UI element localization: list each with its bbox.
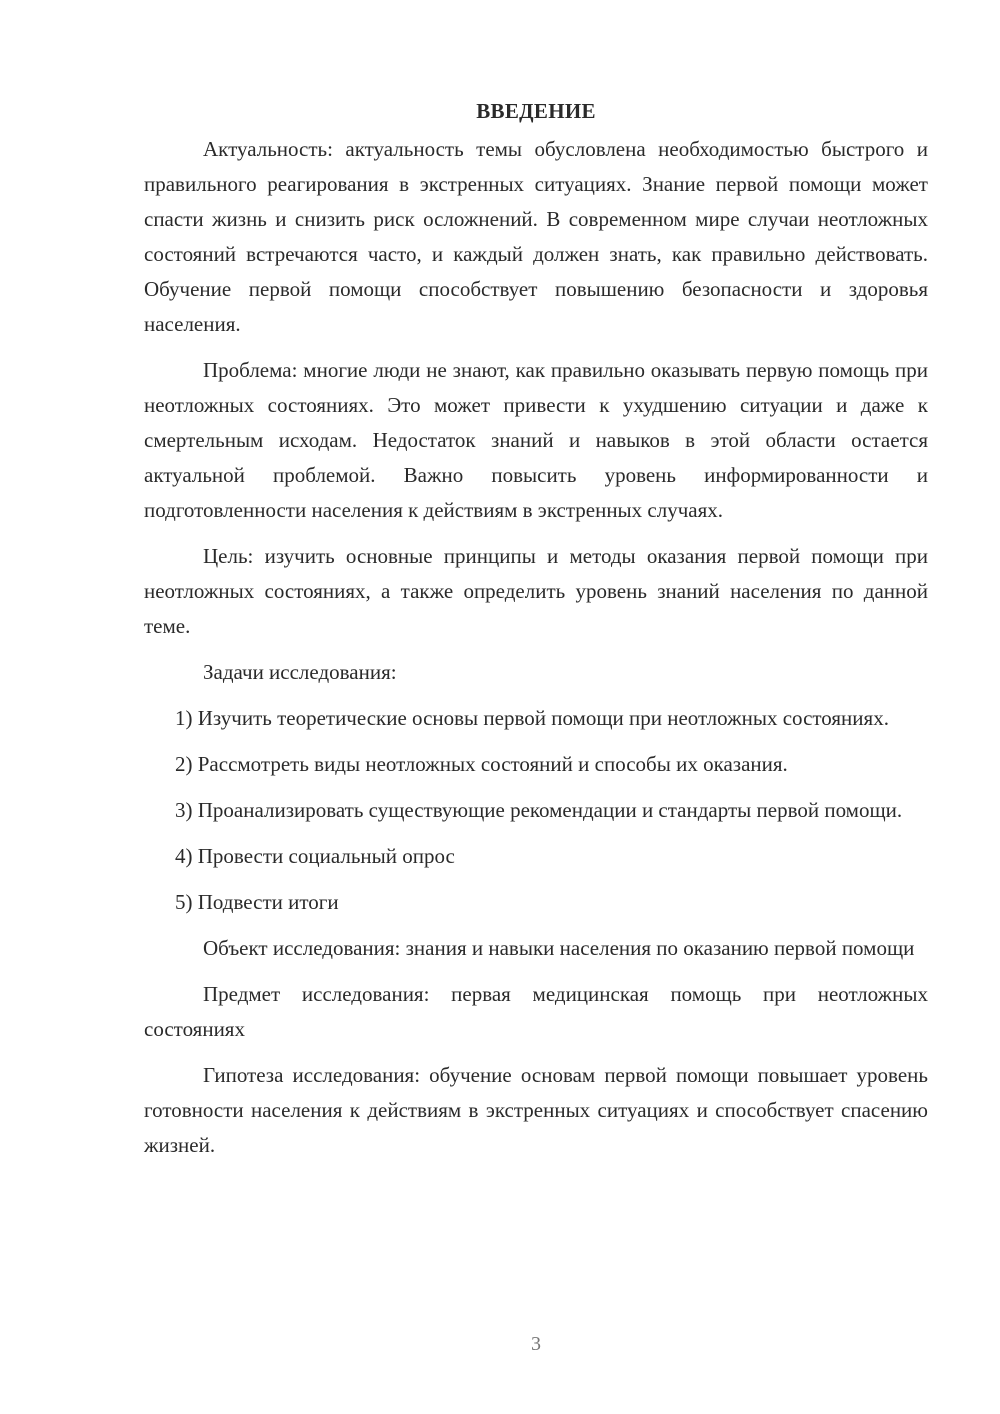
paragraph-subject: Предмет исследования: первая медицинская помощь при неотложных состояниях <box>144 982 928 1041</box>
task-item-2: 2) Рассмотреть виды неотложных состояний и способы их оказания. <box>175 752 788 776</box>
page-number: 3 <box>531 1333 541 1355</box>
section-title: ВВЕДЕНИЕ <box>476 99 596 123</box>
paragraph-hypothesis: Гипотеза исследования: обучение основам первой помощи повышает уровень готовности населения к действиям в экстренных ситуациях и способствует спасению жизней. <box>144 1063 928 1157</box>
paragraph-object: Объект исследования: знания и навыки населения по оказанию первой помощи <box>203 936 915 960</box>
paragraph-tasks-heading: Задачи исследования: <box>203 660 397 684</box>
task-item-1: 1) Изучить теоретические основы первой помощи при неотложных состояниях. <box>175 706 889 730</box>
paragraph-relevance: Актуальность: актуальность темы обусловлена необходимостью быстрого и правильного реагирования в экстренных ситуациях. Знание первой помощи может спасти жизнь и снизить риск осложнений. В современном мире случаи неотложных состояний встречаются часто, и каждый должен знать, как правильно действовать. Обучение первой помощи способствует повышению безопасности и здоровья населения. <box>144 137 928 336</box>
paragraph-problem: Проблема: многие люди не знают, как правильно оказывать первую помощь при неотложных состояниях. Это может привести к ухудшению ситуации и даже к смертельным исходам. Недостаток знаний и навыков в этой области остается актуальной проблемой. Важно повысить уровень информированности и подготовленности населения к действиям в экстренных случаях. <box>144 358 928 522</box>
paragraph-goal: Цель: изучить основные принципы и методы оказания первой помощи при неотложных состояниях, а также определить уровень знаний населения по данной теме. <box>144 544 928 638</box>
task-item-3: 3) Проанализировать существующие рекомендации и стандарты первой помощи. <box>175 798 903 822</box>
task-item-5: 5) Подвести итоги <box>175 890 339 914</box>
task-item-4: 4) Провести социальный опрос <box>175 844 455 868</box>
document-page <box>144 96 928 1174</box>
